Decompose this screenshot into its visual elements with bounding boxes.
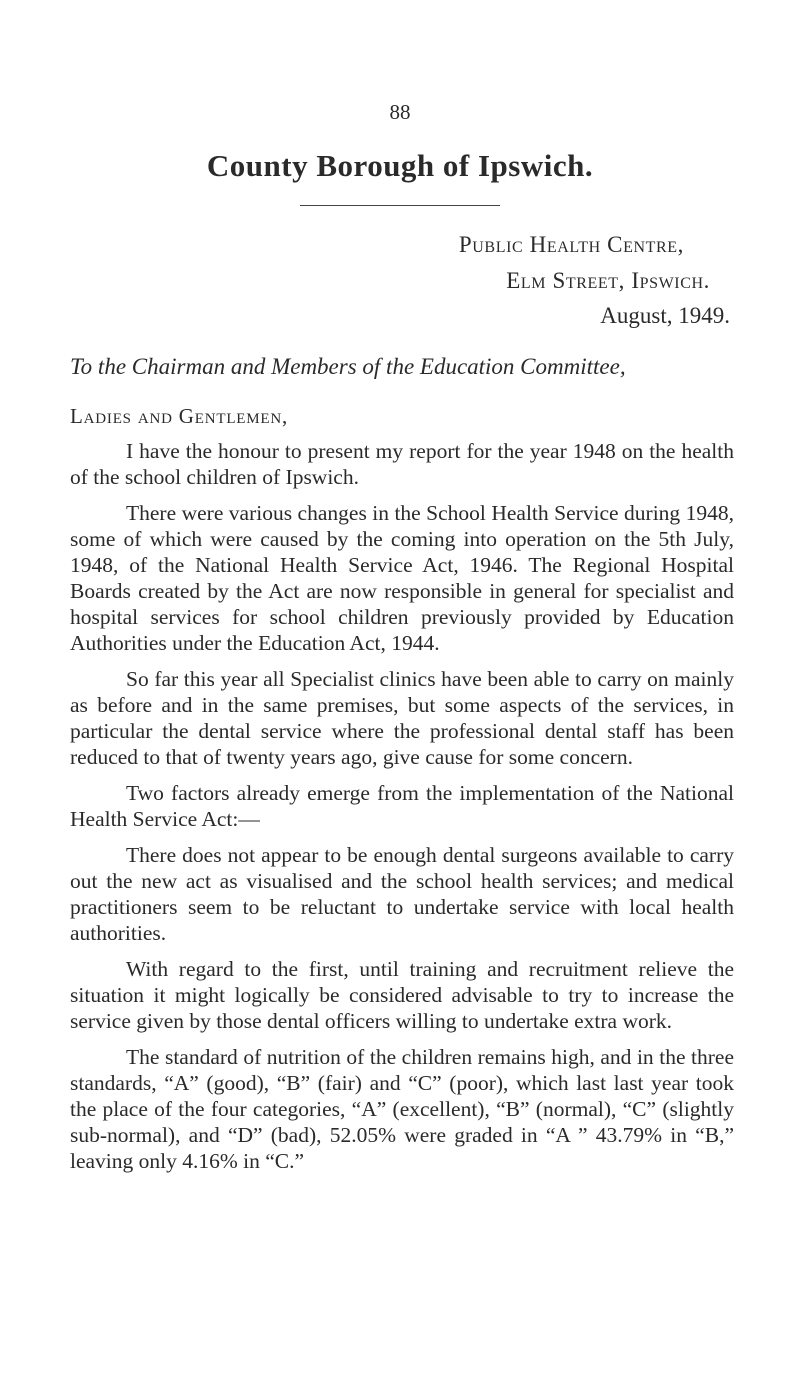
paragraph-specialist-clinics: So far this year all Specialist clinics have been able to carry on mainly as before and in the same premises, but some aspects of the services, in particular the dental service where the professional dental staff has been reduced to that of twenty years ago, give cause for some concern.: [70, 667, 734, 769]
addressee-line: To the Chairman and Members of the Education Committee,: [70, 354, 626, 379]
paragraph-two-factors: Two factors already emerge from the implementation of the National Health Service Act:—: [70, 781, 734, 831]
address-line-1: Public Health Centre,: [458, 232, 684, 257]
page-number: 88: [389, 100, 411, 124]
paragraph-changes: There were various changes in the School Health Service during 1948, some of which were caused by the coming into operation on the 5th July, 1948, of the National Health Service Act, 1946. The Regional Hospital Boards created by the Act are now responsible in general for specialist and hospital services for school children previously provided by Education Authorities under the Education Act, 1944.: [70, 501, 734, 655]
title-divider: [300, 205, 500, 206]
paragraph-nutrition: The standard of nutrition of the children remains high, and in the three standards, “A” (good), “B” (fair) and “C” (poor), which last last year took the place of the four categories, “A” (excellent), “B” (normal), “C” (slightly sub-normal), and “D” (bad), 52.05% were graded in “A ” 43.79% in “B,” leaving only 4.16% in “C.”: [70, 1045, 734, 1173]
paragraph-report-intro: I have the honour to present my report for the year 1948 on the health of the school children of Ipswich.: [70, 439, 734, 489]
salutation: Ladies and Gentlemen,: [70, 404, 289, 428]
address-line-2: Elm Street, Ipswich.: [506, 268, 710, 293]
letter-date: August, 1949.: [600, 303, 730, 328]
letter-body: [70, 438, 734, 1184]
document-title: County Borough of Ipswich.: [206, 148, 594, 183]
paragraph-training-recruitment: With regard to the first, until training and recruitment relieve the situation it might logically be considered advisable to try to increase the service given by those dental officers willing to undertake extra work.: [70, 957, 734, 1033]
paragraph-dental-surgeons: There does not appear to be enough dental surgeons available to carry out the new act as visualised and the school health services; and medical practitioners seem to be reluctant to undertake service with local health authorities.: [70, 843, 734, 945]
